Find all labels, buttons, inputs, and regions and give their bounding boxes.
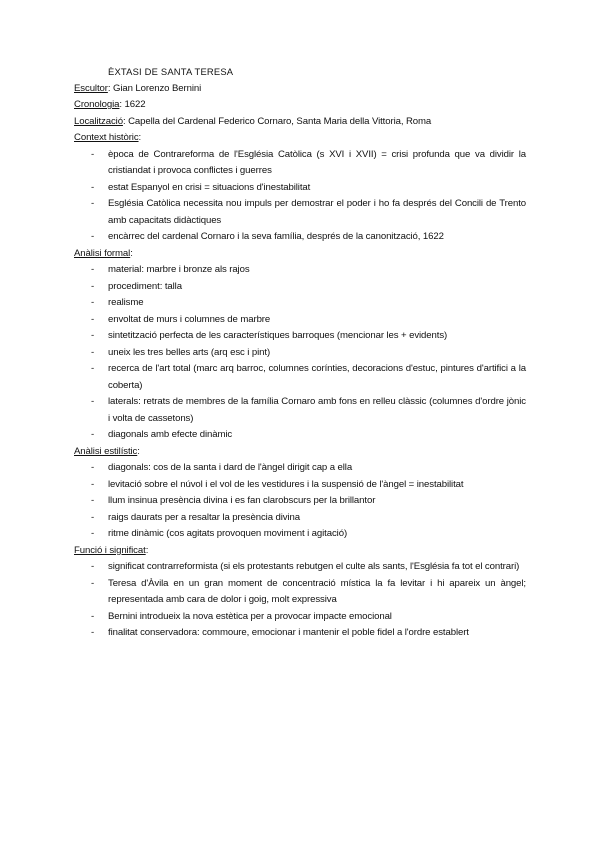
list-item: [74, 279, 526, 296]
bullet-dash: -: [91, 297, 95, 308]
bullet-dash: -: [91, 198, 95, 209]
list-item-text: uneix les tres belles arts (arq esc i pint): [108, 346, 271, 358]
list-item-text: ritme dinàmic (cos agitats provoquen moviment i agitació): [108, 528, 348, 539]
bullet-dash: -: [91, 280, 95, 292]
bullet-dash: -: [91, 181, 95, 193]
bullet-dash: -: [91, 363, 95, 374]
list-item: [74, 576, 526, 609]
bullet-dash: -: [91, 231, 95, 242]
list-item-text: Bernini introdueix la nova estètica per a provocar impacte emocional: [108, 610, 392, 622]
list-item-text: laterals: retrats de membres de la família Cornaro amb fons en relleu clàssic (columnes d'ordre jònic i volta de cassetons): [108, 396, 526, 424]
section-heading-label: Anàlisi formal: [74, 247, 131, 259]
section-heading-label: Funció i significat: [74, 544, 146, 556]
bullet-dash: -: [91, 429, 95, 440]
field-value: 1622: [121, 99, 146, 110]
bullet-dash: -: [91, 148, 95, 160]
list-item: [74, 625, 526, 642]
list-item-text: material: marbre i bronze als rajos: [108, 264, 250, 275]
list-item-text: llum insinua presència divina i es fan clarobscurs per la brillantor: [108, 495, 376, 506]
section-heading-label: Context històric: [74, 132, 139, 143]
bullet-dash: -: [91, 495, 95, 506]
list-item: [74, 196, 526, 229]
list-item: [74, 493, 526, 510]
section-heading-colon: :: [145, 544, 149, 556]
list-item-text: encàrrec del cardenal Cornaro i la seva família, després de la canonització, 1622: [108, 231, 444, 242]
field-label: Escultor: [74, 82, 108, 94]
list-item: [74, 526, 526, 543]
list-item-text: raigs daurats per a resaltar la presència divina: [108, 511, 300, 523]
bullet-dash: -: [91, 610, 95, 622]
bullet-list: [74, 147, 526, 246]
section-heading: [74, 246, 526, 263]
section-heading-colon: :: [137, 445, 140, 457]
list-item-text: envoltat de murs i columnes de marbre: [108, 313, 271, 325]
list-item-text: època de Contrareforma de l'Església Catòlica (s XVI i XVII) = crisi profunda que va dividir la cristiandat i provoca conflictes i guerres: [108, 148, 526, 176]
list-item-text: recerca de l'art total (marc arq barroc, columnes corínties, decoracions d'estuc, pintures d'artifici a la coberta): [108, 363, 526, 391]
list-item-text: Teresa d'Àvila en un gran moment de concentració mística la fa levitar i hi apareix un àngel; representada amb cara de dolor i goig, molt expressiva: [108, 577, 526, 605]
bullet-dash: -: [91, 462, 95, 473]
section-heading-colon: :: [138, 132, 142, 143]
list-item: [74, 295, 526, 312]
list-item-text: levitació sobre el núvol i el vol de les vestidures i la suspensió de l'àngel = inestabilitat: [108, 478, 464, 490]
field-localitzaci: [74, 114, 526, 131]
list-item: [74, 460, 526, 477]
list-item: [74, 229, 526, 246]
field-colon: :: [107, 82, 111, 94]
list-item-text: procediment: talla: [108, 280, 182, 292]
section-heading-label: Anàlisi estilístic: [74, 445, 138, 457]
list-item-text: realisme: [108, 297, 144, 308]
list-item-text: Església Catòlica necessita nou impuls per demostrar el poder i ho fa després del Concili de Trento amb capacitats didàctiques: [108, 198, 526, 226]
list-item: [74, 328, 526, 345]
bullet-dash: -: [91, 561, 95, 572]
bullet-list: [74, 559, 526, 642]
list-item: [74, 559, 526, 576]
section-heading: [74, 444, 526, 461]
field-escultor: [74, 81, 526, 98]
bullet-dash: -: [91, 264, 95, 275]
list-item-text: diagonals amb efecte dinàmic: [108, 429, 233, 440]
bullet-dash: -: [91, 330, 95, 341]
list-item: [74, 394, 526, 427]
list-item-text: sintetització perfecta de les característiques barroques (mencionar les + evidents): [108, 330, 448, 341]
bullet-dash: -: [91, 346, 95, 358]
bullet-dash: -: [91, 396, 95, 407]
field-cronologia: [74, 97, 526, 114]
bullet-dash: -: [91, 528, 95, 539]
list-item: [74, 180, 526, 197]
field-colon: :: [122, 115, 126, 127]
document-page: [74, 64, 526, 642]
bullet-dash: -: [91, 313, 95, 325]
bullet-dash: -: [91, 577, 95, 589]
list-item: [74, 510, 526, 527]
bullet-dash: -: [91, 511, 95, 523]
list-item: [74, 147, 526, 180]
field-colon: :: [119, 99, 122, 110]
bullet-dash: -: [91, 627, 95, 638]
list-item: [74, 262, 526, 279]
list-item-text: diagonals: cos de la santa i dard de l'àngel dirigit cap a ella: [108, 462, 353, 473]
list-item-text: estat Espanyol en crisi = situacions d'inestabilitat: [108, 181, 311, 193]
section-heading-colon: :: [130, 247, 133, 259]
bullet-list: [74, 460, 526, 543]
section-heading: [74, 543, 526, 560]
document-title: ÈXTASI DE SANTA TERESA: [108, 66, 234, 77]
list-item: [74, 361, 526, 394]
bullet-dash: -: [91, 478, 95, 490]
list-item: [74, 312, 526, 329]
list-item: [74, 427, 526, 444]
field-label: Cronologia: [74, 99, 120, 110]
field-value: Gian Lorenzo Bernini: [110, 82, 202, 94]
field-value: Capella del Cardenal Federico Cornaro, Santa Maria della Vittoria, Roma: [125, 115, 432, 127]
list-item-text: finalitat conservadora: commoure, emocionar i mantenir el poble fidel a l'ordre establert: [108, 627, 469, 638]
list-item: [74, 477, 526, 494]
bullet-list: [74, 262, 526, 444]
section-heading: [74, 130, 526, 147]
field-label: Localització: [74, 115, 123, 127]
list-item-text: significat contrarreformista (si els protestants rebutgen el culte als sants, l'Església fa tot el contrari): [108, 561, 520, 572]
list-item: [74, 345, 526, 362]
list-item: [74, 609, 526, 626]
